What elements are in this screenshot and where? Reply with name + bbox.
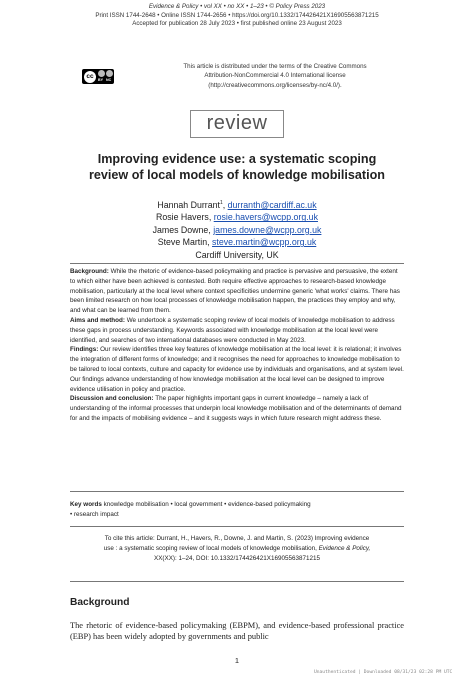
author-line: James Downe, james.downe@wcpp.org.uk: [152, 224, 322, 235]
by-label: BY: [98, 78, 103, 82]
license-link[interactable]: (http://creativecommons.org/licenses/by-nc/4.0/).: [208, 81, 342, 89]
abstract-background: Background: While the rhetoric of evidence-based policymaking and practice is pervasive and persuasive, the extent to which either have been achieved is contested. Both require effective approaches to research-based knowledge mobilisation, particularly at the local level where context specificities undermine generic 'what works' claims. There has been limited research on how local processes of knowledge mobilisation happen, the practices they employ and why, and what can be learned from them.: [70, 268, 400, 315]
abstract-discussion: Discussion and conclusion: The paper highlights important gaps in current knowledge – namely a lack of understanding of the informal processes that underpin local knowledge mobilisation and of the determinants of demand for and the impacts of mobilising evidence – and it suggests ways in which future research might address these.: [70, 395, 402, 422]
citation-doi: XX(XX): 1–24, DOI: 10.1332/174426421X16905563871215: [154, 554, 320, 562]
keywords-label: Key words: [70, 501, 102, 508]
author-email-link[interactable]: rosie.havers@wcpp.org.uk: [213, 212, 318, 223]
section-heading: Background: [70, 597, 130, 608]
article-title: Improving evidence use: a systematic scoping review of local models of knowledge mobilisation: [88, 152, 385, 182]
issn-doi-line: Print ISSN 1744-2648 • Online ISSN 1744-2656 • https://doi.org/10.1332/174426421X16905563871215: [95, 11, 379, 19]
author-email-link[interactable]: durranth@cardiff.ac.uk: [227, 199, 317, 210]
page-number: 1: [234, 656, 240, 665]
author-line: Hannah Durrant$^1$, durranth@cardiff.ac.uk: [157, 199, 317, 210]
abstract-aims: Aims and method: We undertook a systematic scoping review of local models of knowledge mobilisation to address these gaps in process understanding. Keywords associated with knowledge mobilisation at the local level were identified, and searches of two international databases were conducted in May 2023.: [70, 316, 395, 344]
citation-block: To cite this article: Durrant, H., Havers, R., Downe, J. and Martin, S. (2023) Improving evidence use : a systematic scoping review of local models of knowledge mobilisation, Evidence & Policy, XX(XX): 1–24, DOI: 10.1332/174426421X16905563871215: [70, 534, 404, 563]
cc-circle-icon: cc: [84, 71, 96, 83]
article-type-box: [190, 110, 284, 138]
author-email-link[interactable]: steve.martin@wcpp.org.uk: [212, 237, 317, 248]
abstract-findings: Findings: Our review identifies three key features of knowledge mobilisation at the local level: it is relational; it involves the integration of different forms of knowledge; and it recognises the need for approaches to knowledge mobilisation to be tailored to local contexts, culture and capacity for evidence use by individuals and organisations, and at system level. Our findings advance understanding of how knowledge mobilisation at the local level can be designed to improve evidence utilisation in policy and practice.: [70, 346, 404, 393]
publication-dates-line: Accepted for publication 28 July 2023 • first published online 23 August 2023: [132, 20, 342, 28]
author-list: [0, 197, 474, 261]
article-type-label: review: [206, 112, 268, 134]
download-footer: Unauthenticated | Downloaded 08/31/23 02:28 PM UTC: [314, 670, 453, 675]
abstract-bottom-rule: [70, 491, 404, 492]
creative-commons-by-nc-icon[interactable]: [82, 69, 114, 84]
license-statement: This article is distributed under the terms of the Creative Commons Attribution-NonCommercial 4.0 International license (http://creativecommons.org/licenses/by-nc/4.0/).: [160, 62, 390, 90]
author-line: Steve Martin, steve.martin@wcpp.org.uk: [157, 237, 317, 248]
journal-citation-line: Evidence & Policy • vol XX • no XX • 1–23 • © Policy Press 2023: [148, 3, 326, 10]
by-person-icon: [98, 70, 105, 77]
affiliation: Cardiff University, UK: [195, 249, 279, 260]
author-email-link[interactable]: james.downe@wcpp.org.uk: [213, 224, 322, 235]
abstract-top-rule: [70, 263, 404, 264]
author-line: Rosie Havers, rosie.havers@wcpp.org.uk: [156, 212, 318, 223]
body-paragraph: The rhetoric of evidence-based policymaking (EBPM), and evidence-based professional practice (EBP) has been widely adopted by governments and public: [70, 621, 404, 642]
nc-label: NC: [106, 78, 112, 82]
nc-dollar-icon: [106, 70, 113, 77]
journal-header: [0, 3, 474, 29]
citation-bottom-rule: [70, 581, 404, 582]
abstract: [70, 267, 404, 424]
keywords-bottom-rule: [70, 526, 404, 527]
keywords: Key words knowledge mobilisation • local government • evidence-based policymaking • research impact: [70, 501, 311, 518]
